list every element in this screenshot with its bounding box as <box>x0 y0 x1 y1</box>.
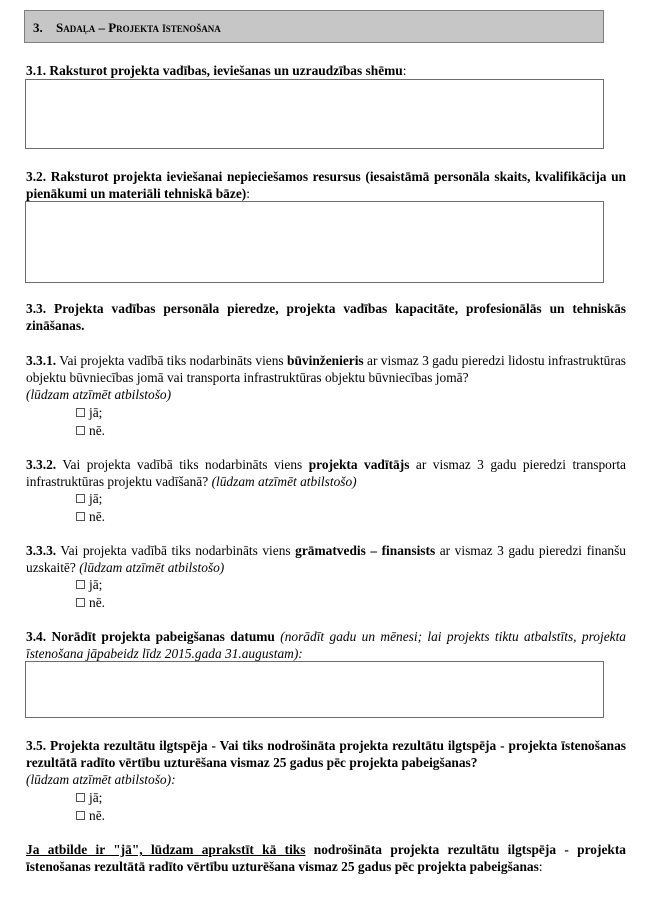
options-3-3-1 <box>76 403 105 439</box>
checkbox-icon[interactable] <box>76 426 85 435</box>
checkbox-icon[interactable] <box>76 512 85 521</box>
option-yes[interactable]: jā; <box>76 403 105 421</box>
hint-3-4: (norādīt gadu un mēnesi; lai projekts tiktu atbalstīts, projekta īstenošana jāpabeidz līdz 2015.gada 31.augustam): <box>26 629 626 661</box>
option-no[interactable]: nē. <box>76 593 105 611</box>
option-no[interactable]: nē. <box>76 421 105 439</box>
question-3-3-1: 3.3.1. Vai projekta vadībā tiks nodarbināts viens būvinženieris ar vismaz 3 gadu pieredzi lidostu infrastruktūras objektu būvniecības jomā vai transporta infrastruktūras objektu būvniecības jomā? (lūdzam atzīmēt atbilstošo) <box>26 353 626 402</box>
question-3-3-2: 3.3.2. Vai projekta vadībā tiks nodarbināts viens projekta vadītājs ar vismaz 3 gadu pieredzi transporta infrastruktūras projektu vadīšanā? (lūdzam atzīmēt atbilstošo) <box>26 457 626 489</box>
section-number: 3. <box>33 20 43 35</box>
option-yes[interactable]: jā; <box>76 788 105 806</box>
question-3-1: 3.1. Raksturot projekta vadības, ieviešanas un uzraudzības shēmu: <box>26 63 407 78</box>
question-3-5-followup: Ja atbilde ir "jā", lūdzam aprakstīt kā tiks nodrošināta projekta rezultātu ilgtspēja - projekta īstenošanas rezultātā radīto vērtību uzturēšana vismaz 25 gadus pēc projekta pabeigšanas: <box>26 842 627 874</box>
section-title: Sadaļa – Projekta īstenošana <box>56 20 221 35</box>
option-no[interactable]: nē. <box>76 507 105 525</box>
answer-box-3-4[interactable] <box>25 661 604 718</box>
question-3-3-label: 3.3. Projekta vadības personāla pieredze, projekta vadības kapacitāte, profesionālās un tehniskās zināšanas. <box>26 301 626 333</box>
question-3-5-label: 3.5. Projekta rezultātu ilgtspēja - Vai tiks nodrošināta projekta rezultātu ilgtspēja - projekta īstenošanas rezultātā radīto vērtību uzturēšana vismaz 25 gadus pēc projekta pabeigšanas? <box>26 738 626 770</box>
question-3-2: 3.2. Raksturot projekta ieviešanai nepieciešamos resursus (iesaistāmā personāla skaits, kvalifikācija un pienākumi un materiāli tehniskā bāze): <box>26 169 626 201</box>
hint-3-3-3: (lūdzam atzīmēt atbilstošo) <box>79 560 225 575</box>
section-header <box>24 10 604 43</box>
hint-3-3-1: (lūdzam atzīmēt atbilstošo) <box>26 387 172 402</box>
hint-3-5: (lūdzam atzīmēt atbilstošo): <box>26 772 176 787</box>
options-3-3-3 <box>76 575 105 611</box>
question-3-4-label: 3.4. Norādīt projekta pabeigšanas datumu <box>26 629 275 644</box>
question-3-2-label: 3.2. Raksturot projekta ieviešanai nepieciešamos resursus (iesaistāmā personāla skaits, kvalifikācija un pienākumi un materiāli tehniskā bāze) <box>26 169 626 201</box>
checkbox-icon[interactable] <box>76 494 85 503</box>
checkbox-icon[interactable] <box>76 793 85 802</box>
option-yes[interactable]: jā; <box>76 575 105 593</box>
question-3-3-3: 3.3.3. Vai projekta vadībā tiks nodarbināts viens grāmatvedis – finansists ar vismaz 3 gadu pieredzi finanšu uzskaitē? (lūdzam atzīmēt atbilstošo) <box>26 543 626 575</box>
question-3-4 <box>26 628 626 662</box>
answer-box-3-1[interactable] <box>25 79 604 149</box>
checkbox-icon[interactable] <box>76 408 85 417</box>
options-3-3-2 <box>76 489 105 525</box>
option-yes[interactable]: jā; <box>76 489 105 507</box>
checkbox-icon[interactable] <box>76 811 85 820</box>
option-no[interactable]: nē. <box>76 806 105 824</box>
checkbox-icon[interactable] <box>76 580 85 589</box>
checkbox-icon[interactable] <box>76 598 85 607</box>
answer-box-3-2[interactable] <box>25 201 604 283</box>
question-3-1-label: 3.1. Raksturot projekta vadības, ieviešanas un uzraudzības shēmu <box>26 63 403 78</box>
options-3-5 <box>76 788 105 824</box>
hint-3-3-2: (lūdzam atzīmēt atbilstošo) <box>211 474 357 489</box>
question-3-5 <box>26 737 626 788</box>
question-3-3 <box>26 300 626 334</box>
